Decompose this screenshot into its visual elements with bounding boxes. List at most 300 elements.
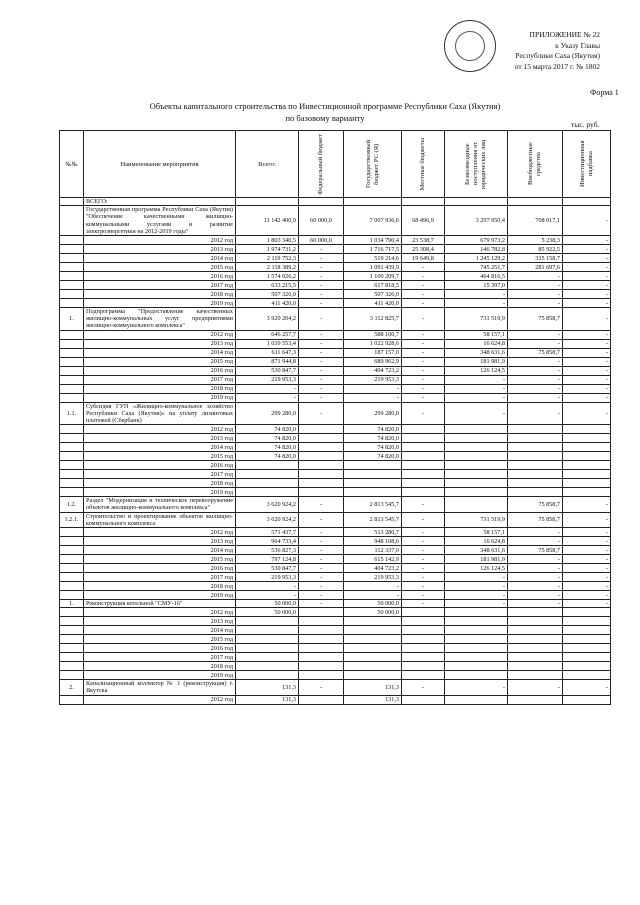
- row-number: [60, 617, 84, 626]
- value-cell: [445, 479, 508, 488]
- year-label: 2013 год: [84, 434, 236, 443]
- value-cell: 519 214,6: [344, 254, 402, 263]
- value-cell: -: [299, 366, 344, 375]
- item-name: ВСЕГО:: [84, 198, 236, 206]
- value-cell: [445, 488, 508, 497]
- value-cell: -: [508, 537, 563, 546]
- value-cell: -: [508, 528, 563, 537]
- row-number: 1.2.1.: [60, 512, 84, 527]
- value-cell: [508, 434, 563, 443]
- table-row: [60, 452, 611, 461]
- col-header-federal: Федеральный бюджет: [299, 131, 344, 198]
- value-cell: 2 813 545,7: [344, 497, 402, 512]
- value-cell: 1 716 717,5: [344, 245, 402, 254]
- row-number: [60, 564, 84, 573]
- row-number: [60, 393, 84, 402]
- table-row: [60, 671, 611, 680]
- year-label: 2018 год: [84, 384, 236, 393]
- value-cell: 68 496,9: [402, 206, 445, 236]
- row-number: [60, 635, 84, 644]
- value-cell: [563, 671, 611, 680]
- value-cell: [299, 434, 344, 443]
- value-cell: [236, 644, 299, 653]
- value-cell: 50 000,0: [344, 608, 402, 617]
- value-cell: 689 962,9: [344, 357, 402, 366]
- value-cell: 1 039 553,4: [236, 339, 299, 348]
- value-cell: -: [299, 245, 344, 254]
- value-cell: -: [344, 582, 402, 591]
- table-row: [60, 375, 611, 384]
- value-cell: -: [299, 384, 344, 393]
- value-cell: -: [563, 366, 611, 375]
- value-cell: 1 245 129,2: [445, 254, 508, 263]
- value-cell: -: [508, 564, 563, 573]
- value-cell: 948 108,6: [344, 537, 402, 546]
- table-row: [60, 582, 611, 591]
- value-cell: [563, 479, 611, 488]
- value-cell: -: [508, 366, 563, 375]
- value-cell: 60 000,0: [299, 206, 344, 236]
- value-cell: 126 124,5: [445, 564, 508, 573]
- row-number: [60, 626, 84, 635]
- row-number: [60, 546, 84, 555]
- value-cell: [402, 626, 445, 635]
- table-row: [60, 366, 611, 375]
- table-row: [60, 497, 611, 512]
- value-cell: [445, 653, 508, 662]
- value-cell: -: [402, 299, 445, 308]
- value-cell: [402, 662, 445, 671]
- value-cell: -: [445, 402, 508, 425]
- unit-label: тыс. руб.: [571, 120, 600, 129]
- value-cell: [445, 497, 508, 512]
- value-cell: 219 953,3: [236, 375, 299, 384]
- value-cell: [508, 626, 563, 635]
- value-cell: [236, 479, 299, 488]
- value-cell: -: [563, 263, 611, 272]
- value-cell: -: [299, 680, 344, 695]
- value-cell: [344, 488, 402, 497]
- value-cell: -: [508, 600, 563, 608]
- row-number: [60, 452, 84, 461]
- value-cell: [299, 653, 344, 662]
- value-cell: [344, 671, 402, 680]
- value-cell: -: [508, 375, 563, 384]
- year-label: 2018 год: [84, 290, 236, 299]
- value-cell: -: [299, 330, 344, 339]
- row-number: [60, 528, 84, 537]
- value-cell: 131,3: [236, 680, 299, 695]
- value-cell: -: [344, 384, 402, 393]
- year-label: 2012 год: [84, 330, 236, 339]
- value-cell: [563, 662, 611, 671]
- value-cell: [445, 452, 508, 461]
- value-cell: -: [563, 512, 611, 527]
- year-label: 2013 год: [84, 617, 236, 626]
- value-cell: -: [563, 308, 611, 331]
- value-cell: -: [563, 254, 611, 263]
- value-cell: 404 723,2: [344, 564, 402, 573]
- year-label: 2019 год: [84, 393, 236, 402]
- value-cell: 571 437,7: [236, 528, 299, 537]
- value-cell: -: [445, 384, 508, 393]
- value-cell: [402, 488, 445, 497]
- value-cell: 708 017,1: [508, 206, 563, 236]
- value-cell: 679 973,2: [445, 236, 508, 245]
- value-cell: [445, 671, 508, 680]
- value-cell: [344, 644, 402, 653]
- value-cell: -: [563, 348, 611, 357]
- value-cell: -: [299, 308, 344, 331]
- row-number: [60, 290, 84, 299]
- value-cell: 146 782,8: [445, 245, 508, 254]
- row-number: [60, 461, 84, 470]
- row-number: [60, 644, 84, 653]
- value-cell: 75 858,7: [508, 546, 563, 555]
- value-cell: -: [508, 299, 563, 308]
- table-row: [60, 537, 611, 546]
- value-cell: -: [299, 564, 344, 573]
- value-cell: -: [402, 308, 445, 331]
- value-cell: 731 519,9: [445, 512, 508, 527]
- row-number: [60, 263, 84, 272]
- value-cell: 187 157,0: [344, 348, 402, 357]
- header-row: [60, 131, 611, 198]
- value-cell: [236, 662, 299, 671]
- table-row: [60, 573, 611, 582]
- value-cell: [563, 635, 611, 644]
- value-cell: -: [563, 600, 611, 608]
- value-cell: 74 820,0: [236, 425, 299, 434]
- table-row: [60, 308, 611, 331]
- value-cell: 964 733,4: [236, 537, 299, 546]
- value-cell: -: [402, 680, 445, 695]
- value-cell: [445, 198, 508, 206]
- table-row: [60, 425, 611, 434]
- value-cell: [445, 662, 508, 671]
- value-cell: 3 620 924,2: [236, 512, 299, 527]
- value-cell: [445, 644, 508, 653]
- item-name: Субсидия ГУП «Жилищно-коммунальное хозяйство Республики Саха (Якутия)» на уплату лизинговых платежей (Сбербанк): [84, 402, 236, 425]
- value-cell: -: [344, 393, 402, 402]
- row-number: [60, 236, 84, 245]
- year-label: 2015 год: [84, 635, 236, 644]
- value-cell: -: [563, 330, 611, 339]
- value-cell: -: [508, 272, 563, 281]
- row-number: [60, 245, 84, 254]
- value-cell: -: [402, 366, 445, 375]
- value-cell: 16 624,8: [445, 339, 508, 348]
- value-cell: [299, 443, 344, 452]
- value-cell: 75 858,7: [508, 497, 563, 512]
- table-row: [60, 206, 611, 236]
- value-cell: -: [563, 236, 611, 245]
- table-row: [60, 198, 611, 206]
- value-cell: 58 157,1: [445, 330, 508, 339]
- value-cell: [563, 653, 611, 662]
- year-label: 2012 год: [84, 236, 236, 245]
- row-number: [60, 671, 84, 680]
- table-row: [60, 290, 611, 299]
- table-row: [60, 339, 611, 348]
- table-row: [60, 653, 611, 662]
- value-cell: -: [299, 582, 344, 591]
- value-cell: [299, 695, 344, 704]
- value-cell: -: [563, 272, 611, 281]
- row-number: [60, 537, 84, 546]
- value-cell: [236, 671, 299, 680]
- value-cell: -: [508, 384, 563, 393]
- value-cell: 530 847,7: [236, 366, 299, 375]
- row-number: [60, 582, 84, 591]
- value-cell: [445, 608, 508, 617]
- value-cell: 219 953,3: [344, 573, 402, 582]
- row-number: 1.: [60, 308, 84, 331]
- table-row: [60, 443, 611, 452]
- value-cell: [508, 488, 563, 497]
- value-cell: 50 000,0: [236, 600, 299, 608]
- value-cell: 74 820,0: [344, 443, 402, 452]
- table-row: [60, 348, 611, 357]
- value-cell: -: [344, 591, 402, 600]
- value-cell: 1 574 026,2: [236, 272, 299, 281]
- value-cell: [299, 198, 344, 206]
- value-cell: 507 326,0: [236, 290, 299, 299]
- investment-table: [59, 130, 611, 705]
- value-cell: 181 981,9: [445, 357, 508, 366]
- value-cell: 2 813 545,7: [344, 512, 402, 527]
- table-row: [60, 402, 611, 425]
- title-line: по базовому варианту: [285, 113, 365, 123]
- table-row: [60, 236, 611, 245]
- item-name: Реконструкция котельной "СМУ-16": [84, 600, 236, 608]
- value-cell: 126 124,5: [445, 366, 508, 375]
- value-cell: -: [402, 555, 445, 564]
- value-cell: 348 631,6: [445, 348, 508, 357]
- year-label: 2017 год: [84, 281, 236, 290]
- value-cell: -: [402, 384, 445, 393]
- table-row: [60, 434, 611, 443]
- col-header-local: Местные бюджеты: [402, 131, 445, 198]
- table-row: [60, 528, 611, 537]
- value-cell: -: [402, 281, 445, 290]
- value-cell: 131,3: [236, 695, 299, 704]
- value-cell: [508, 452, 563, 461]
- value-cell: [402, 644, 445, 653]
- value-cell: [236, 198, 299, 206]
- row-number: [60, 254, 84, 263]
- col-header-name: Наименование мероприятия: [84, 131, 236, 198]
- value-cell: 1 803 340,5: [236, 236, 299, 245]
- value-cell: 25 308,4: [402, 245, 445, 254]
- value-cell: -: [563, 555, 611, 564]
- value-cell: -: [445, 582, 508, 591]
- value-cell: -: [299, 299, 344, 308]
- table-row: [60, 281, 611, 290]
- value-cell: [563, 644, 611, 653]
- value-cell: 335 158,7: [508, 254, 563, 263]
- row-number: [60, 470, 84, 479]
- value-cell: 745 251,7: [445, 263, 508, 272]
- value-cell: [445, 626, 508, 635]
- value-cell: [299, 644, 344, 653]
- value-cell: -: [299, 546, 344, 555]
- value-cell: [563, 198, 611, 206]
- document-title: [130, 100, 520, 124]
- value-cell: -: [402, 564, 445, 573]
- value-cell: [402, 434, 445, 443]
- value-cell: 112 337,0: [344, 546, 402, 555]
- table-row: [60, 245, 611, 254]
- value-cell: -: [402, 272, 445, 281]
- value-cell: [563, 488, 611, 497]
- value-cell: -: [508, 357, 563, 366]
- year-label: 2016 год: [84, 644, 236, 653]
- table-row: [60, 384, 611, 393]
- value-cell: [445, 443, 508, 452]
- value-cell: [508, 671, 563, 680]
- value-cell: [445, 617, 508, 626]
- value-cell: -: [236, 384, 299, 393]
- value-cell: -: [445, 290, 508, 299]
- year-label: 2019 год: [84, 299, 236, 308]
- value-cell: [563, 452, 611, 461]
- row-number: [60, 443, 84, 452]
- value-cell: [344, 617, 402, 626]
- year-label: 2016 год: [84, 461, 236, 470]
- value-cell: 404 723,2: [344, 366, 402, 375]
- year-label: 2017 год: [84, 573, 236, 582]
- row-number: [60, 339, 84, 348]
- value-cell: [563, 617, 611, 626]
- row-number: [60, 384, 84, 393]
- value-cell: [508, 470, 563, 479]
- item-name: Государственная программа Республики Саха (Якутия) "Обеспечение качественными жилищно-коммунальными услугами и развитие электроэнергетики на 2012-2019 годы": [84, 206, 236, 236]
- value-cell: -: [402, 546, 445, 555]
- value-cell: -: [402, 512, 445, 527]
- value-cell: -: [299, 357, 344, 366]
- value-cell: 871 944,8: [236, 357, 299, 366]
- table-row: [60, 662, 611, 671]
- value-cell: 411 420,0: [236, 299, 299, 308]
- value-cell: -: [299, 591, 344, 600]
- table-row: [60, 546, 611, 555]
- value-cell: -: [402, 591, 445, 600]
- row-number: [60, 591, 84, 600]
- col-header-investment: Инвестиционная надбавка: [563, 131, 611, 198]
- value-cell: -: [563, 245, 611, 254]
- value-cell: -: [299, 573, 344, 582]
- value-cell: [299, 626, 344, 635]
- value-cell: -: [445, 573, 508, 582]
- year-label: 2016 год: [84, 564, 236, 573]
- value-cell: -: [402, 582, 445, 591]
- year-label: 2016 год: [84, 366, 236, 375]
- value-cell: -: [402, 290, 445, 299]
- value-cell: [508, 608, 563, 617]
- value-cell: 299 280,0: [344, 402, 402, 425]
- year-label: 2014 год: [84, 546, 236, 555]
- row-number: [60, 198, 84, 206]
- value-cell: 19 649,8: [402, 254, 445, 263]
- value-cell: -: [236, 591, 299, 600]
- value-cell: [344, 626, 402, 635]
- value-cell: 75 858,7: [508, 308, 563, 331]
- value-cell: -: [445, 680, 508, 695]
- value-cell: -: [402, 375, 445, 384]
- value-cell: [299, 425, 344, 434]
- value-cell: [236, 626, 299, 635]
- year-label: 2018 год: [84, 662, 236, 671]
- value-cell: [299, 461, 344, 470]
- item-name: Строительство и проектирование объектов жилищно-коммунального комплекса: [84, 512, 236, 527]
- value-cell: 60 000,0: [299, 236, 344, 245]
- value-cell: -: [563, 582, 611, 591]
- value-cell: [299, 617, 344, 626]
- value-cell: 1 022 928,6: [344, 339, 402, 348]
- value-cell: [563, 434, 611, 443]
- table-row: [60, 393, 611, 402]
- value-cell: 615 142,9: [344, 555, 402, 564]
- value-cell: 219 953,3: [344, 375, 402, 384]
- value-cell: -: [402, 339, 445, 348]
- value-cell: [236, 653, 299, 662]
- value-cell: 464 816,5: [445, 272, 508, 281]
- value-cell: -: [563, 591, 611, 600]
- value-cell: 131,3: [344, 695, 402, 704]
- value-cell: -: [445, 375, 508, 384]
- value-cell: 617 818,5: [344, 281, 402, 290]
- value-cell: [299, 470, 344, 479]
- value-cell: -: [402, 497, 445, 512]
- value-cell: -: [299, 555, 344, 564]
- value-cell: -: [299, 497, 344, 512]
- table-row: [60, 591, 611, 600]
- value-cell: -: [445, 591, 508, 600]
- value-cell: [299, 662, 344, 671]
- value-cell: 513 280,7: [344, 528, 402, 537]
- value-cell: [563, 425, 611, 434]
- value-cell: -: [508, 591, 563, 600]
- table-row: [60, 555, 611, 564]
- value-cell: -: [236, 582, 299, 591]
- year-label: 2012 год: [84, 608, 236, 617]
- value-cell: -: [299, 402, 344, 425]
- year-label: 2015 год: [84, 555, 236, 564]
- value-cell: [508, 461, 563, 470]
- value-cell: [402, 452, 445, 461]
- row-number: 1.1.: [60, 402, 84, 425]
- value-cell: 16 624,8: [445, 537, 508, 546]
- value-cell: [402, 617, 445, 626]
- value-cell: 530 847,7: [236, 564, 299, 573]
- value-cell: [344, 461, 402, 470]
- value-cell: 74 820,0: [344, 434, 402, 443]
- value-cell: 11 142 400,9: [236, 206, 299, 236]
- value-cell: -: [299, 537, 344, 546]
- row-number: [60, 330, 84, 339]
- value-cell: -: [402, 348, 445, 357]
- row-number: [60, 425, 84, 434]
- value-cell: [236, 461, 299, 470]
- row-number: [60, 366, 84, 375]
- value-cell: -: [402, 263, 445, 272]
- table-row: [60, 488, 611, 497]
- value-cell: -: [563, 384, 611, 393]
- table-row: [60, 635, 611, 644]
- value-cell: 3 620 924,2: [236, 497, 299, 512]
- value-cell: 646 257,7: [236, 330, 299, 339]
